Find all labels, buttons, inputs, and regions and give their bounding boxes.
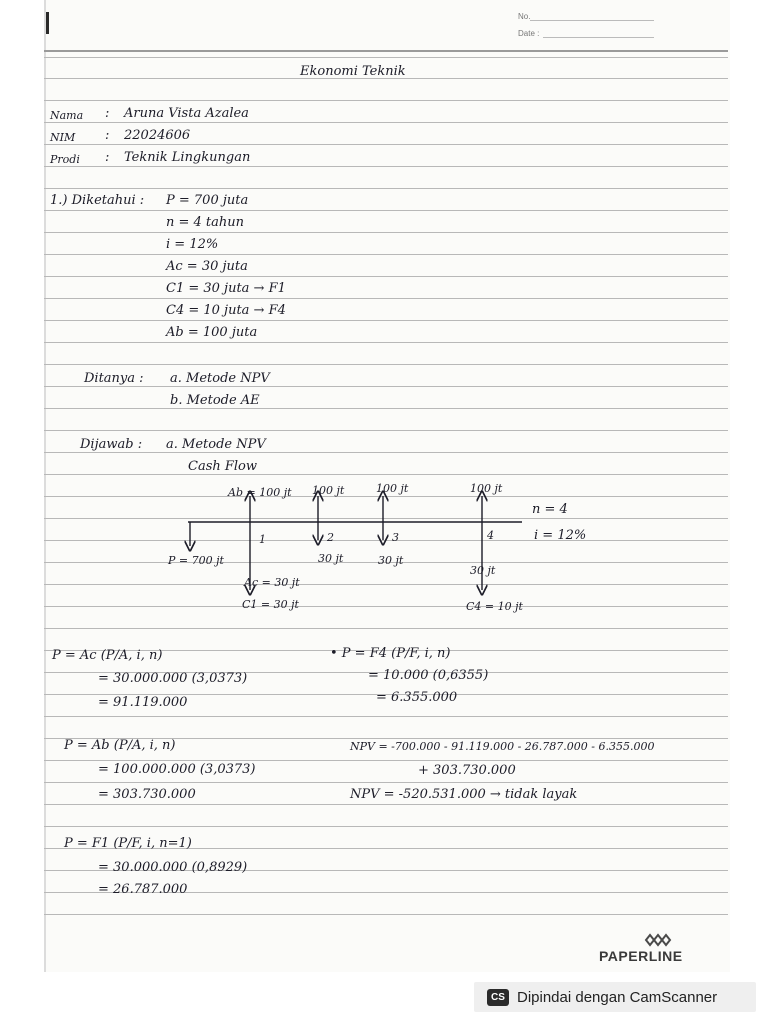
cost-label: 30 jt [378,554,404,567]
npv-formula-cont: + 303.730.000 [418,763,516,778]
identity-sep-prodi: : [105,150,110,165]
period-label: 3 [392,531,399,544]
c1-label: C1 = 30 jt [242,598,299,611]
given-item: C1 = 30 juta → F1 [166,281,286,296]
npv-formula: NPV = -700.000 - 91.119.000 - 26.787.000 - 6.355.000 [350,740,655,753]
calc-f1-line: = 30.000.000 (0,8929) [98,860,248,875]
camscanner-watermark [474,982,756,1012]
identity-key-prodi: Prodi [50,153,80,166]
camscanner-text: Dipindai dengan CamScanner [517,988,718,1006]
calc-f4-line: • P = F4 (P/F, i, n) [330,646,451,661]
paperline-logo-icon [644,933,674,947]
dijawab-label: Dijawab : [80,437,143,452]
identity-key-nim: NIM [50,131,76,144]
identity-value-nim: 22024606 [124,128,191,143]
receipt-label: 100 jt [470,482,503,495]
interest-label: i = 12% [534,528,587,543]
calc-ac-line: = 30.000.000 (3,0373) [98,671,248,686]
identity-key-name: Nama [50,109,84,122]
cost-label: 30 jt [318,552,344,565]
npv-result: NPV = -520.531.000 → tidak layak [350,787,578,802]
calc-f4-line: = 10.000 (0,6355) [368,668,489,683]
camscanner-logo-icon: CS [487,989,509,1006]
period-label: 4 [487,529,494,542]
receipt-label: Ab = 100 jt [228,486,292,499]
brand-name: PAPERLINE [599,948,683,964]
calc-ab-line: P = Ab (P/A, i, n) [64,738,176,753]
receipt-label: 100 jt [312,484,345,497]
page-title: Ekonomi Teknik [300,64,406,79]
given-item: i = 12% [166,237,219,252]
calc-ab-line: = 100.000.000 (3,0373) [98,762,256,777]
calc-f1-line: P = F1 (P/F, i, n=1) [64,836,192,851]
identity-sep-name: : [105,106,110,121]
given-item: n = 4 tahun [166,215,245,230]
asked-item: b. Metode AE [170,393,260,408]
cost-label: 30 jt [470,564,496,577]
calc-f4-result: = 6.355.000 [376,690,458,705]
initial-cost-label: P = 700 jt [168,554,224,567]
calc-f1-result: = 26.787.000 [98,882,188,897]
receipt-label: 100 jt [376,482,409,495]
calc-ac-result: = 91.119.000 [98,695,188,710]
answer-method: a. Metode NPV [166,437,266,452]
no-label: No. [518,12,531,21]
date-label: Date : [518,29,540,38]
given-item: P = 700 juta [166,193,249,208]
identity-value-name: Aruna Vista Azalea [124,106,249,121]
identity-sep-nim: : [105,128,110,143]
period-label: 2 [327,531,334,544]
given-item: C4 = 10 juta → F4 [166,303,286,318]
calc-ac-line: P = Ac (P/A, i, n) [52,648,163,663]
asked-item: a. Metode NPV [170,371,270,386]
cash-flow-title: Cash Flow [188,459,258,474]
given-item: Ac = 30 juta [166,259,248,274]
given-item: Ab = 100 juta [166,325,258,340]
cost-label: Ac = 30 jt [244,576,300,589]
period-label: 1 [259,533,266,546]
periods-label: n = 4 [532,502,568,517]
diketahui-label: 1.) Diketahui : [50,193,145,208]
c4-label: C4 = 10 jt [466,600,523,613]
identity-value-prodi: Teknik Lingkungan [124,150,251,165]
ditanya-label: Ditanya : [84,371,144,386]
calc-ab-result: = 303.730.000 [98,787,196,802]
